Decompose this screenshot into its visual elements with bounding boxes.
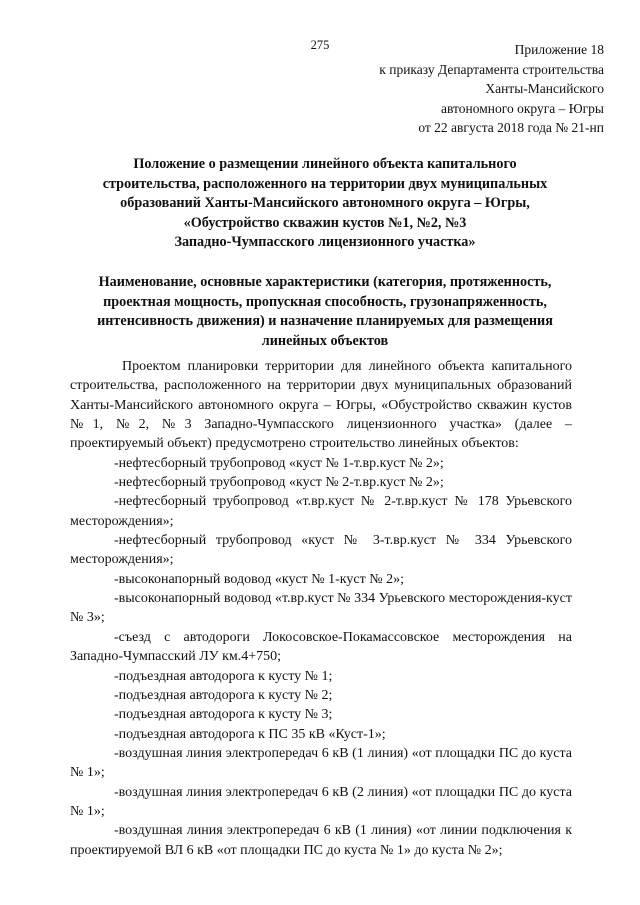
list-item: -подъездная автодорога к кусту № 1; xyxy=(114,668,333,684)
heading-line: линейных объектов xyxy=(261,332,389,349)
list-item: -нефтесборный трубопровод «куст № 1-т.вр.куст № 2»; xyxy=(114,455,444,471)
heading-line: проектная мощность, пропускная способность, грузонапряженность, xyxy=(103,293,547,310)
list-item: -нефтесборный трубопровод «т.вр.куст № 2-т.вр.куст № 178 Урьевского месторождения»; xyxy=(70,494,572,529)
list-item: -воздушная линия электропередач 6 кВ (2 линия) «от площадки ПС до куста № 1»; xyxy=(70,784,572,819)
intro-paragraph: Проектом планировки территории для линейного объекта капитального строительства, расположенного на территории двух муниципальных образований Ханты-Мансийского автономного округа – Югры, «Обустройство скважин кустов №1, №2, №3 Западно-Чумпасского лицензионного участка» (далее – проектируемый объект) предусмотрено строительство линейных объектов: xyxy=(70,359,572,452)
appendix-line: автономного округа – Югры xyxy=(441,100,604,116)
title-line: Западно-Чумпасского лицензионного участка» xyxy=(174,234,476,250)
title-line: Положение о размещении линейного объекта капитального xyxy=(133,156,517,172)
section-heading xyxy=(68,273,582,351)
heading-line: Наименование, основные характеристики (категория, протяженность, xyxy=(98,274,552,290)
body-text xyxy=(70,357,572,860)
title-line: образований Ханты-Мансийского автономного округа – Югры, xyxy=(120,195,530,211)
list-item: -высоконапорный водовод «т.вр.куст № 334 Урьевского месторождения-куст № 3»; xyxy=(70,591,572,626)
list-item: -высоконапорный водовод «куст № 1-куст № 2»; xyxy=(114,571,404,587)
list-item: -нефтесборный трубопровод «куст № 3-т.вр.куст № 334 Урьевского месторождения»; xyxy=(70,533,572,568)
appendix-line: Приложение 18 xyxy=(514,42,604,57)
page-number: 275 xyxy=(310,38,330,52)
list-item: -воздушная линия электропередач 6 кВ (1 линия) «от площадки ПС до куста № 1»; xyxy=(70,745,572,781)
appendix-line: от 22 августа 2018 года № 21-нп xyxy=(418,120,604,135)
appendix-header xyxy=(379,40,604,138)
list-item: -воздушная линия электропередач 6 кВ (1 линия) «от линии подключения к проектируемой ВЛ 6 кВ «от площадки ПС до куста № 1» до куста № 2»; xyxy=(70,823,572,858)
heading-line: интенсивность движения) и назначение планируемых для размещения xyxy=(97,313,553,329)
title-line: строительства, расположенного на территории двух муниципальных xyxy=(102,175,548,192)
list-item: -подъездная автодорога к кусту № 3; xyxy=(114,707,333,723)
title-line: «Обустройство скважин кустов №1, №2, №3 xyxy=(183,214,467,231)
document-title xyxy=(80,155,570,253)
appendix-line: Ханты-Мансийского xyxy=(485,81,604,96)
list-item: -подъездная автодорога к кусту № 2; xyxy=(114,687,333,703)
list-item: -подъездная автодорога к ПС 35 кВ «Куст-1»; xyxy=(114,726,386,742)
appendix-line: к приказу Департамента строительства xyxy=(379,61,604,77)
list-item: -съезд с автодороги Локосовское-Покамассовское месторождения на Западно-Чумпасский ЛУ км.4+750; xyxy=(70,629,572,665)
list-item: -нефтесборный трубопровод «куст № 2-т.вр.куст № 2»; xyxy=(114,475,444,491)
